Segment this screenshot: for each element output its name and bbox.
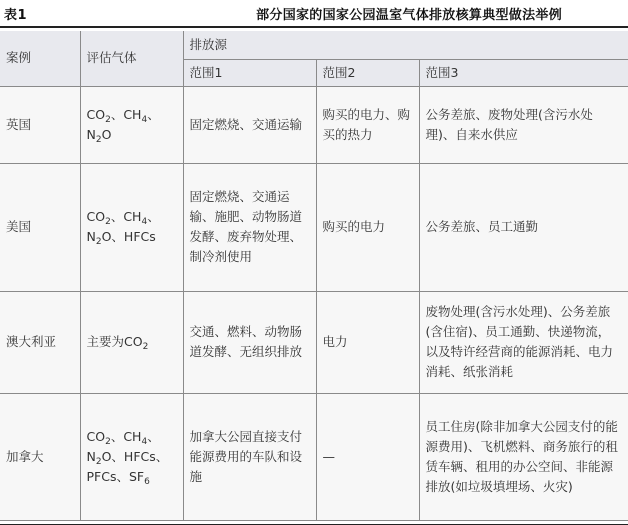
cell-case: 加拿大 bbox=[0, 393, 80, 520]
cell-scope3: 废物处理(含污水处理)、公务差旅(含住宿)、员工通勤、快递物流，以及特许经营商的能源消耗、电力消耗、纸张消耗 bbox=[419, 291, 628, 393]
cell-gas: $CO_2$、$CH_4$、 $N_2O$ bbox=[80, 86, 183, 163]
cell-scope2: — bbox=[316, 393, 419, 520]
cell-scope3: 公务差旅、废物处理(含污水处理)、自来水供应 bbox=[419, 86, 628, 163]
header-emission-source: 排放源 bbox=[183, 31, 628, 59]
header-gas: 评估气体 bbox=[80, 31, 183, 86]
cell-scope2: 购买的电力 bbox=[316, 163, 419, 291]
table-title: 部分国家的国家公园温室气体排放核算典型做法举例 bbox=[256, 8, 562, 23]
cell-scope3: 公务差旅、员工通勤 bbox=[419, 163, 628, 291]
cell-scope1: 交通、燃料、动物肠道发酵、无组织排放 bbox=[183, 291, 316, 393]
table-row bbox=[0, 86, 628, 163]
top-rule bbox=[0, 26, 628, 28]
header-case: 案例 bbox=[0, 31, 80, 86]
cell-scope3: 员工住房(除非加拿大公园支付的能源费用)、飞机燃料、商务旅行的租赁车辆、租用的办公空间、非能源排放(如垃圾填埋场、火灾) bbox=[419, 393, 628, 520]
header-scope2: 范围2 bbox=[316, 59, 419, 86]
table-row bbox=[0, 163, 628, 291]
cell-scope1: 加拿大公园直接支付能源费用的车队和设施 bbox=[183, 393, 316, 520]
table-label: 表1 bbox=[4, 8, 28, 23]
header-scope3: 范围3 bbox=[419, 59, 628, 86]
cell-scope1: 固定燃烧、交通运输 bbox=[183, 86, 316, 163]
cell-gas: $CO_2$、$CH_4$、 $N_2O$、HFCs、 PFCs、$SF_6$ bbox=[80, 393, 183, 520]
header-scope1: 范围1 bbox=[183, 59, 316, 86]
cell-scope2: 电力 bbox=[316, 291, 419, 393]
cell-gas: 主要为$CO_2$ bbox=[80, 291, 183, 393]
table-row bbox=[0, 393, 628, 520]
cell-case: 美国 bbox=[0, 163, 80, 291]
table-row bbox=[0, 291, 628, 393]
cell-case: 澳大利亚 bbox=[0, 291, 80, 393]
cell-case: 英国 bbox=[0, 86, 80, 163]
cell-scope1: 固定燃烧、交通运输、施肥、动物肠道发酵、废弃物处理、制冷剂使用 bbox=[183, 163, 316, 291]
cell-scope2: 购买的电力、购买的热力 bbox=[316, 86, 419, 163]
cell-gas: $CO_2$、$CH_4$、 $N_2O$、HFCs bbox=[80, 163, 183, 291]
ghg-accounting-table bbox=[0, 31, 628, 521]
